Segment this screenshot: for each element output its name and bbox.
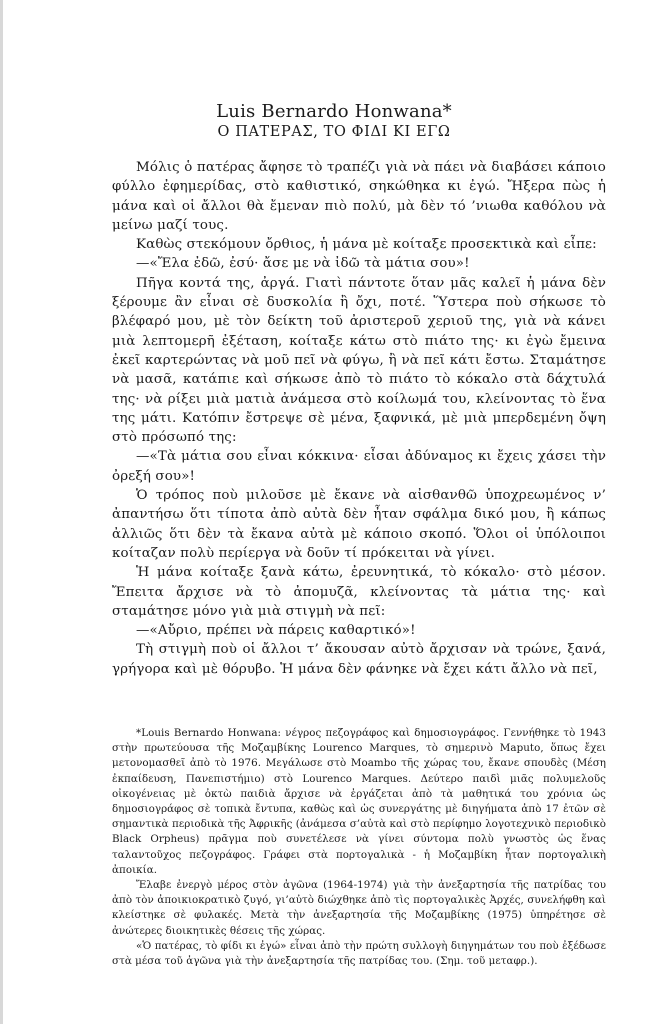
dialogue-line: —«Αὔριο, πρέπει νὰ πάρεις καθαρτικό»!	[136, 623, 416, 639]
paragraph: Ὁ τρόπος ποὺ μιλοῦσε μὲ ἔκανε νὰ αἰσθανθῶ ὑποχρεωμένος ν’ ἀπαντήσω ὅτι τίποτα ἀπὸ αὐτὰ δὲν ἦταν σφάλμα δικό μου, ἢ κάπως ἀλλιῶς ὅτι δὲν τὰ ἔκανα αὐτὰ μὲ κάποιο σκοπό. Ὅλοι οἱ ὑπόλοιποι κοίταζαν πολὺ περίεργα νὰ δοῦν τί πρόκειται νὰ γίνει.	[112, 488, 606, 561]
story-title: Ο ΠΑΤΕΡΑΣ, ΤΟ ΦΙΔΙ ΚΙ ΕΓΩ	[217, 124, 451, 140]
paragraph: Τὴ στιγμὴ ποὺ οἱ ἄλλοι τ’ ἄκουσαν αὐτὸ ἄρχισαν νὰ τρώνε, ξανά, γρήγορα καὶ μὲ θόρυβο. Ἡ μάνα δὲν φάνηκε νὰ ἔχει κάτι ἄλλο νὰ πεῖ,	[112, 642, 606, 677]
dialogue-line: —«Τὰ μάτια σου εἶναι κόκκινα· εἶσαι ἀδύναμος κι ἔχεις χάσει τὴν ὀρεξή σου»!	[112, 449, 606, 484]
footnote: «Ὁ πατέρας, τὸ φίδι κι ἐγώ» εἶναι ἀπὸ τὴν πρώτη συλλογὴ διηγημάτων του ποὺ ἐξέδωσε στὰ μέσα τοῦ ἀγῶνα γιὰ τὴν ἀνεξαρτησία τῆς πατρίδας του. (Σημ. τοῦ μεταφρ.).	[112, 939, 606, 968]
paragraph: Πῆγα κοντά της, ἀργά. Γιατὶ πάντοτε ὅταν μᾶς καλεῖ ἡ μάνα δὲν ξέρουμε ἂν εἶναι σὲ δυσκολία ἢ ὄχι, ποτέ. Ὕστερα ποὺ σήκωσε τὸ βλέφαρό μου, μὲ τὸν δείκτη τοῦ ἀριστεροῦ χεριοῦ της, γιὰ νὰ κάνει μιὰ λεπτομερῆ ἐξέταση, κοίταξε κάτω στὸ πιάτο της· κι ἐγὼ ἔμεινα ἐκεῖ καρτερώντας νὰ μοῦ πεῖ νὰ φύγω, ἢ νὰ πεῖ κάτι ἔστω. Σταμάτησε νὰ μασᾶ, κατάπιε καὶ σήκωσε ἀπὸ τὸ πιάτο τὸ κόκαλο στὰ δάχτυλά της· νὰ ρίξει μιὰ ματιὰ ἀνάμεσα στὸ κοίλωμά του, κλείνοντας τὸ ἕνα της μάτι. Κατόπιν ἔστρεψε σὲ μένα, ξαφνικά, μὲ μιὰ μπερδεμένη ὄψη στὸ πρόσωπό της:	[112, 275, 606, 446]
footnote: Ἔλαβε ἐνεργὸ μέρος στὸν ἀγῶνα (1964-1974) γιὰ τὴν ἀνεξαρτησία τῆς πατρίδας του ἀπὸ τὸν ἀποικιοκρατικὸ ζυγό, γι’αὐτὸ διώχθηκε ἀπὸ τὶς πορτογαλικὲς Ἀρχές, συνελήφθη καὶ κλείστηκε σὲ φυλακές. Μετὰ τὴν ἀνεξαρτησία τῆς Μοζαμβίκης (1975) ὑπηρέτησε σὲ ἀνώτερες διοικητικὲς θέσεις τῆς χώρας.	[112, 879, 606, 937]
footnotes	[112, 726, 606, 969]
paragraph: Μόλις ὁ πατέρας ἄφησε τὸ τραπέζι γιὰ νὰ πάει νὰ διαβάσει κάποιο φύλλο ἐφημερίδας, στὸ καθιστικό, σηκώθηκα κι ἐγώ. Ἤξερα πὼς ἡ μάνα καὶ οἱ ἄλλοι θὰ ἔμεναν πιὸ πολύ, μὰ δὲν τό ’νιωθα καθόλου νὰ μείνω μαζί τους.	[112, 160, 606, 233]
footnote: *Louis Bernardo Honwana: νέγρος πεζογράφος καὶ δημοσιογράφος. Γεννήθηκε τὸ 1943 στὴν πρωτεύουσα τῆς Μοζαμβίκης Lourenco Marques, τὸ σημερινὸ Maputo, ὅπως ἔχει μετονομασθεῖ ἀπὸ τὸ 1976. Μεγάλωσε στὸ Moambo τῆς χώρας του, ἔκανε σπουδὲς (Μέση ἐκπαίδευση, Πανεπιστήμιο) στὸ Lourenco Marques. Δεύτερο παιδὶ μιᾶς πολυμελοῦς οἰκογένειας μὲ ὀκτὼ παιδιὰ ἄρχισε νὰ ἐργάζεται ἀπὸ τὰ μαθητικά του χρόνια ὡς δημοσιογράφος σὲ τοπικὰ ἔντυπα, καθὼς καὶ ὡς συνεργάτης μὲ διηγήματα ἀπὸ 17 ἐτῶν σὲ σημαντικὰ περιοδικὰ τῆς Ἀφρικῆς (ἀνάμεσα σ’αὐτὰ καὶ στὸ περίφημο λογοτεχνικὸ περιοδικὸ Black Orpheus) πρᾶγμα ποὺ συνετέλεσε νὰ γίνει σύντομα πολὺ γνωστὸς ὡς ἕνας ταλαντοῦχος πεζογράφος. Γράφει στὰ πορτογαλικὰ - ἡ Μοζαμβίκη ἦταν πορτογαλικὴ ἀποικία.	[112, 727, 606, 876]
author-name: Luis Bernardo Honwana*	[216, 101, 452, 122]
paragraph: Ἡ μάνα κοίταξε ξανὰ κάτω, ἐρευνητικά, τὸ κόκαλο· στὸ μέσον. Ἔπειτα ἄρχισε νὰ τὸ ἀπομυζᾶ, κλείνοντας τὰ μάτια της· καὶ σταμάτησε μόνο γιὰ μιὰ στιγμὴ νὰ πεῖ:	[112, 565, 606, 619]
page-edge	[0, 0, 3, 1024]
story-heading	[0, 101, 668, 142]
story-body	[112, 158, 606, 679]
paragraph: Καθὼς στεκόμουν ὄρθιος, ἡ μάνα μὲ κοίταξε προσεκτικὰ καὶ εἶπε:	[136, 237, 597, 253]
dialogue-line: —«Ἔλα ἐδῶ, ἐσύ· ἄσε με νὰ ἰδῶ τὰ μάτια σου»!	[136, 256, 470, 272]
